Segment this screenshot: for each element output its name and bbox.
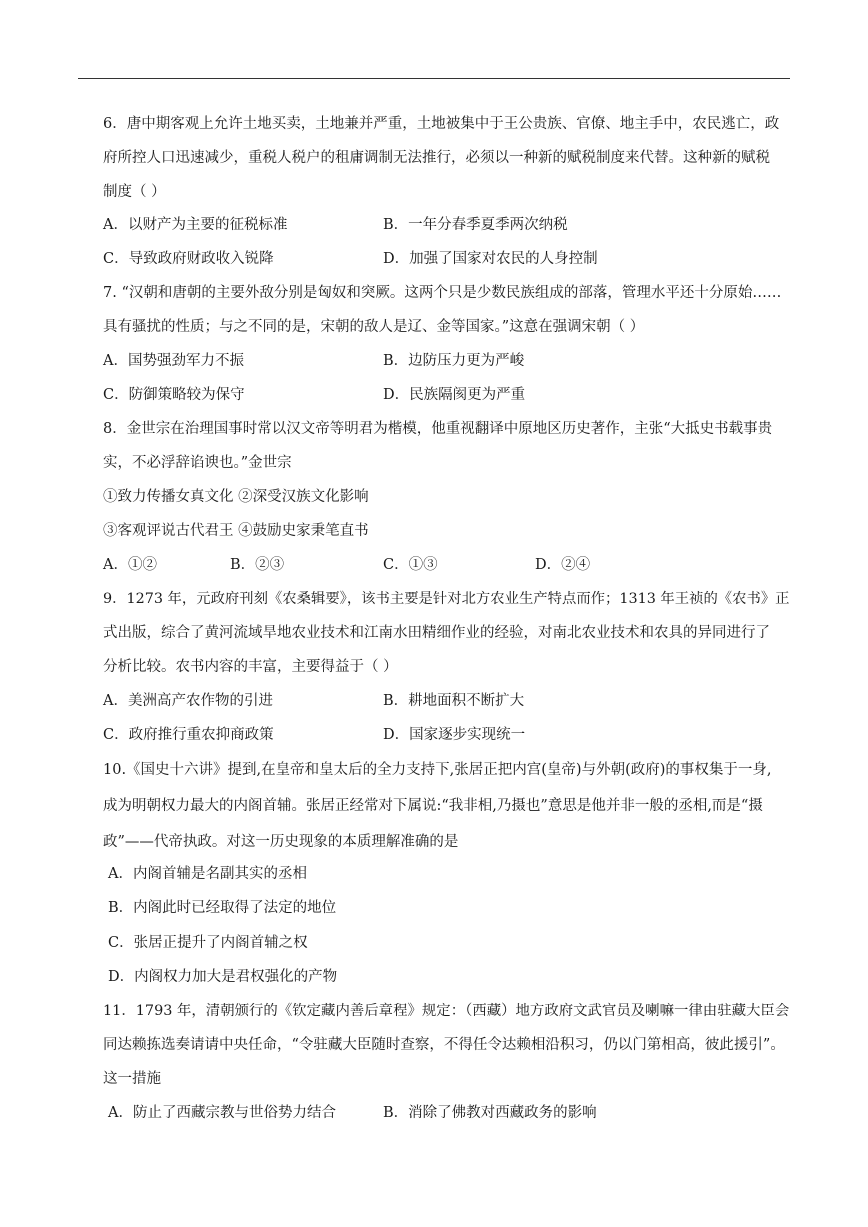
- q11-stem-line-3: 这一措施: [103, 1071, 161, 1087]
- q9-option-d[interactable]: D．国家逐步实现统一: [383, 727, 526, 743]
- q6-option-a[interactable]: A．以财产为主要的征税标准: [103, 217, 288, 233]
- q8-option-d[interactable]: D．②④: [535, 557, 591, 573]
- q6-option-d[interactable]: D．加强了国家对农民的人身控制: [383, 251, 598, 267]
- q7-option-c[interactable]: C．防御策略较为保守: [103, 387, 245, 403]
- q8-statements-2: ③客观评说古代君王 ④鼓励史家秉笔直书: [103, 523, 369, 539]
- q8-stem-line-1: 8．金世宗在治理国事时常以汉文帝等明君为楷模，他重视翻译中原地区历史著作，主张“大抵史书载事贵: [103, 421, 773, 437]
- q7-option-d[interactable]: D．民族隔阂更为严重: [383, 387, 526, 403]
- q7-option-b[interactable]: B．边防压力更为严峻: [383, 353, 525, 369]
- q6-stem-line-2: 府所控人口迅速减少，重税人税户的租庸调制无法推行，必须以一种新的赋税制度来代替。这种新的赋税: [103, 150, 770, 166]
- q10-option-d[interactable]: D．内阁权力加大是君权强化的产物: [108, 969, 338, 985]
- q10-option-c[interactable]: C．张居正提升了内阁首辅之权: [108, 935, 308, 951]
- q11-stem-line-1: 11．1793 年，清朝颁行的《钦定藏内善后章程》规定：（西藏）地方政府文武官员及喇嘛一律由驻藏大臣会: [103, 1003, 790, 1019]
- q11-option-b[interactable]: B．消除了佛教对西藏政务的影响: [383, 1105, 597, 1121]
- q7-stem-line-2: 具有骚扰的性质；与之不同的是，宋朝的敌人是辽、金等国家。”这意在强调宋朝（ ）: [103, 319, 645, 335]
- q9-stem-line-2: 式出版，综合了黄河流域旱地农业技术和江南水田精细作业的经验，对南北农业技术和农具的异同进行了: [103, 625, 770, 641]
- q6-stem-line-3: 制度（ ）: [103, 184, 166, 200]
- q9-stem-line-3: 分析比较。农书内容的丰富，主要得益于（ ）: [103, 659, 398, 675]
- q10-stem-line-3: 政”——代帝执政。对这一历史现象的本质理解准确的是: [103, 834, 459, 850]
- q7-stem-line-1: 7. “汉朝和唐朝的主要外敌分别是匈奴和突厥。这两个只是少数民族组成的部落，管理水平还十分原始……: [103, 285, 782, 301]
- q10-option-b[interactable]: B．内阁此时已经取得了法定的地位: [108, 900, 337, 916]
- q8-statements-1: ①致力传播女真文化 ②深受汉族文化影响: [103, 489, 369, 505]
- q10-option-a[interactable]: A．内阁首辅是名副其实的丞相: [108, 866, 307, 882]
- q6-stem-line-1: 6．唐中期客观上允许土地买卖，土地兼并严重，土地被集中于王公贵族、官僚、地主手中，农民逃亡，政: [103, 116, 780, 132]
- q8-option-b[interactable]: B．②③: [230, 557, 285, 573]
- q8-stem-line-2: 实，不必浮辞谄谀也。”金世宗: [103, 455, 292, 471]
- q7-option-a[interactable]: A．国势强劲军力不振: [103, 353, 244, 369]
- q11-stem-line-2: 同达赖拣选奏请请中央任命，“令驻藏大臣随时查察，不得任令达赖相沿积习，仍以门第相高，彼此援引”。: [103, 1037, 785, 1053]
- q10-stem-line-2: 成为明朝权力最大的内阁首辅。张居正经常对下属说:“我非相,乃摄也”意思是他并非一般的丞相,而是“摄: [103, 798, 763, 814]
- q6-option-b[interactable]: B．一年分春季夏季两次纳税: [383, 217, 568, 233]
- q9-option-b[interactable]: B．耕地面积不断扩大: [383, 693, 525, 709]
- header-rule: [78, 78, 790, 79]
- q6-option-c[interactable]: C．导致政府财政收入锐降: [103, 251, 274, 267]
- q8-option-a[interactable]: A．①②: [103, 557, 157, 573]
- q9-option-a[interactable]: A．美洲高产农作物的引进: [103, 693, 273, 709]
- q8-option-c[interactable]: C．①③: [383, 557, 438, 573]
- q11-option-a[interactable]: A．防止了西藏宗教与世俗势力结合: [108, 1105, 336, 1121]
- q9-option-c[interactable]: C．政府推行重农抑商政策: [103, 727, 274, 743]
- q9-stem-line-1: 9．1273 年，元政府刊刻《农桑辑要》，该书主要是针对北方农业生产特点而作；1313 年王祯的《农书》正: [103, 591, 790, 607]
- q10-stem-line-1: 10.《国史十六讲》提到,在皇帝和皇太后的全力支持下,张居正把内宫(皇帝)与外朝(政府)的事权集于一身,: [103, 762, 772, 778]
